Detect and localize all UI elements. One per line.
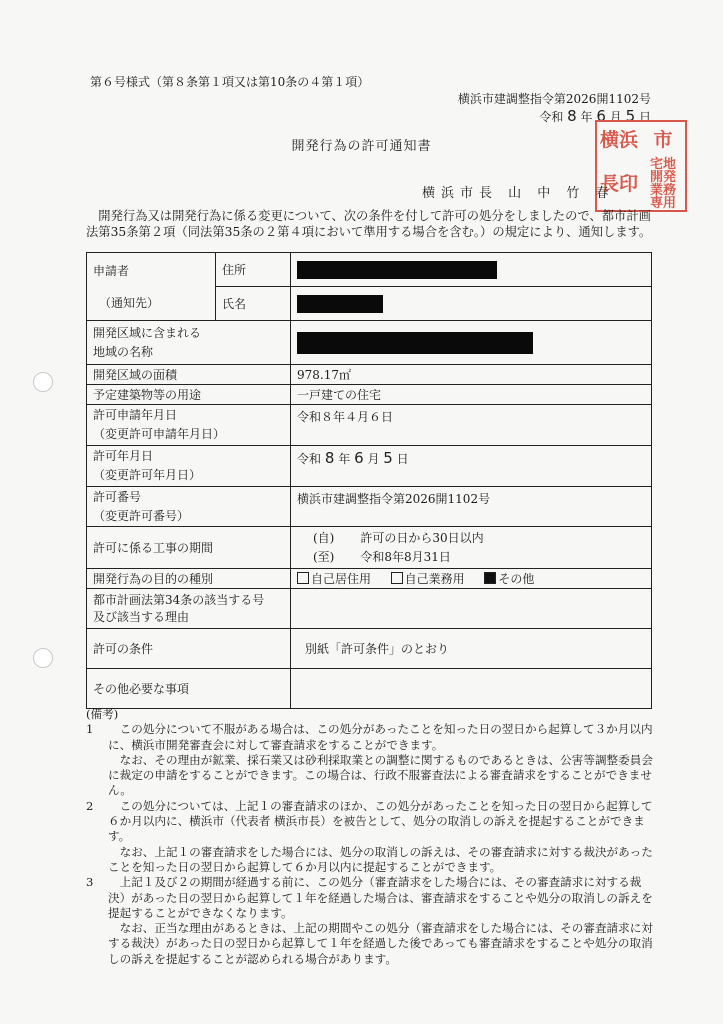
header-date: 令和 8 年 6 月 5 日 [539, 107, 651, 125]
use-label: 予定建築物等の用途 [87, 385, 291, 405]
area-label: 開発区域の面積 [87, 365, 291, 385]
checkbox-self-residence [297, 572, 309, 584]
purpose-label: 開発行為の目的の種別 [87, 569, 291, 589]
art34-value [291, 589, 652, 629]
conditions-value: 別紙「許可条件」のとおり [291, 629, 652, 669]
region-value [291, 321, 652, 365]
seal-text-4: 宅地 開発 業務 専用 [649, 157, 676, 211]
permit-no-label: 許可番号 （変更許可番号） [87, 487, 291, 527]
table-row [87, 669, 652, 709]
document-title: 開発行為の許可通知書 [291, 139, 432, 154]
form-label: 第６号様式（第８条第１項又は第10条の４第１項） [90, 75, 370, 89]
table-row [87, 487, 652, 527]
table-row [87, 589, 652, 629]
permit-details-table [86, 252, 652, 709]
checkbox-self-business [391, 572, 403, 584]
purpose-options: 自己居住用 自己業務用 その他 [291, 569, 652, 589]
table-row [87, 365, 652, 385]
punch-hole-bottom [33, 648, 53, 668]
other-value [291, 669, 652, 709]
address-label: 住所 [216, 253, 291, 287]
note-3: 3 上記１及び２の期間が経過する前に、この処分（審査請求をした場合には、その審査請求に対する裁決）があった日の翌日から起算して１年を経過した場合は、審査請求をすることや処分の取消しの訴えを提起することができなくなります。 [86, 875, 653, 920]
period-value: (自) 許可の日から30日以内 (至) 令和8年8月31日 [291, 527, 652, 569]
permit-no-value: 横浜市建調整指令第2026開1102号 [291, 487, 652, 527]
notes-section [86, 707, 656, 967]
use-value: 一戸建ての住宅 [291, 385, 652, 405]
art34-label: 都市計画法第34条の該当する号 及び該当する理由 [87, 589, 291, 629]
period-label: 許可に係る工事の期間 [87, 527, 291, 569]
table-row [87, 629, 652, 669]
area-value: 978.17㎡ [291, 365, 652, 385]
address-value [291, 253, 652, 287]
permit-date-label: 許可年月日 （変更許可年月日） [87, 446, 291, 487]
name-label: 氏名 [216, 287, 291, 321]
table-row [87, 321, 652, 365]
notes-heading: (備考) [86, 707, 119, 721]
region-label: 開発区域に含まれる 地域の名称 [87, 321, 291, 365]
note-1b: なお、その理由が鉱業、採石業又は砂利採取業との調整に関するものであるときは、公害等調整委員会に裁定の申請をすることができます。この場合は、行政不服審査法による審査請求をすることができません。 [108, 752, 653, 798]
note-3b: なお、正当な理由があるときは、上記の期間やこの処分（審査請求をした場合には、その審査請求に対する裁決）があった日の翌日から起算して１年を経過した後であっても審査請求をすることや処分の取消しの訴えを提起することが認められる場合があります。 [108, 921, 653, 966]
permit-date-value: 令和 8 年 6 月 5 日 [291, 446, 652, 487]
checkbox-other-checked [484, 572, 496, 584]
note-1: 1 この処分について不服がある場合は、この処分があったことを知った日の翌日から起算して３か月以内に、横浜市開発審査会に対して審査請求をすることができます。 [86, 722, 653, 752]
apply-date-label: 許可申請年月日 （変更許可申請年月日） [87, 405, 291, 446]
note-2: 2 この処分については、上記１の審査請求のほか、この処分があったことを知った日の翌日から起算して６か月以内に、横浜市（代表者 横浜市長）を被告として、処分の取消しの訴えを提起することができます。 [86, 798, 653, 844]
name-value [291, 287, 652, 321]
table-row [87, 385, 652, 405]
apply-date-value: 令和８年４月６日 [291, 405, 652, 446]
applicant-cell: 申請者 （通知先） [87, 253, 216, 321]
table-row [87, 446, 652, 487]
header-permit-number: 横浜市建調整指令第2026開1102号 [457, 92, 651, 106]
conditions-label: 許可の条件 [87, 629, 291, 669]
table-row [87, 405, 652, 446]
table-row [87, 253, 652, 287]
punch-hole-top [33, 372, 53, 392]
issuer-mayor: 横浜市長 山 中 竹 春 [422, 186, 615, 201]
seal-text-2: 市 [653, 128, 673, 151]
table-row [87, 569, 652, 589]
redacted-address [297, 261, 497, 279]
note-2b: なお、上記１の審査請求をした場合には、処分の取消しの訴えは、その審査請求に対する裁決があったことを知った日の翌日から起算して６か月以内に提起することができます。 [108, 844, 653, 874]
table-row [87, 527, 652, 569]
other-label: その他必要な事項 [87, 669, 291, 709]
seal-text-3: 長 印 [599, 172, 639, 195]
redacted-name [297, 295, 383, 313]
intro-paragraph: 開発行為又は開発行為に係る変更について、次の条件を付して許可の処分をしましたので、都市計画法第35条第２項（同法第35条の２第４項において準用する場合を含む。）の規定により、通知します。 [86, 209, 652, 239]
redacted-region [297, 332, 533, 354]
seal-text-1: 横 浜 [599, 128, 639, 151]
